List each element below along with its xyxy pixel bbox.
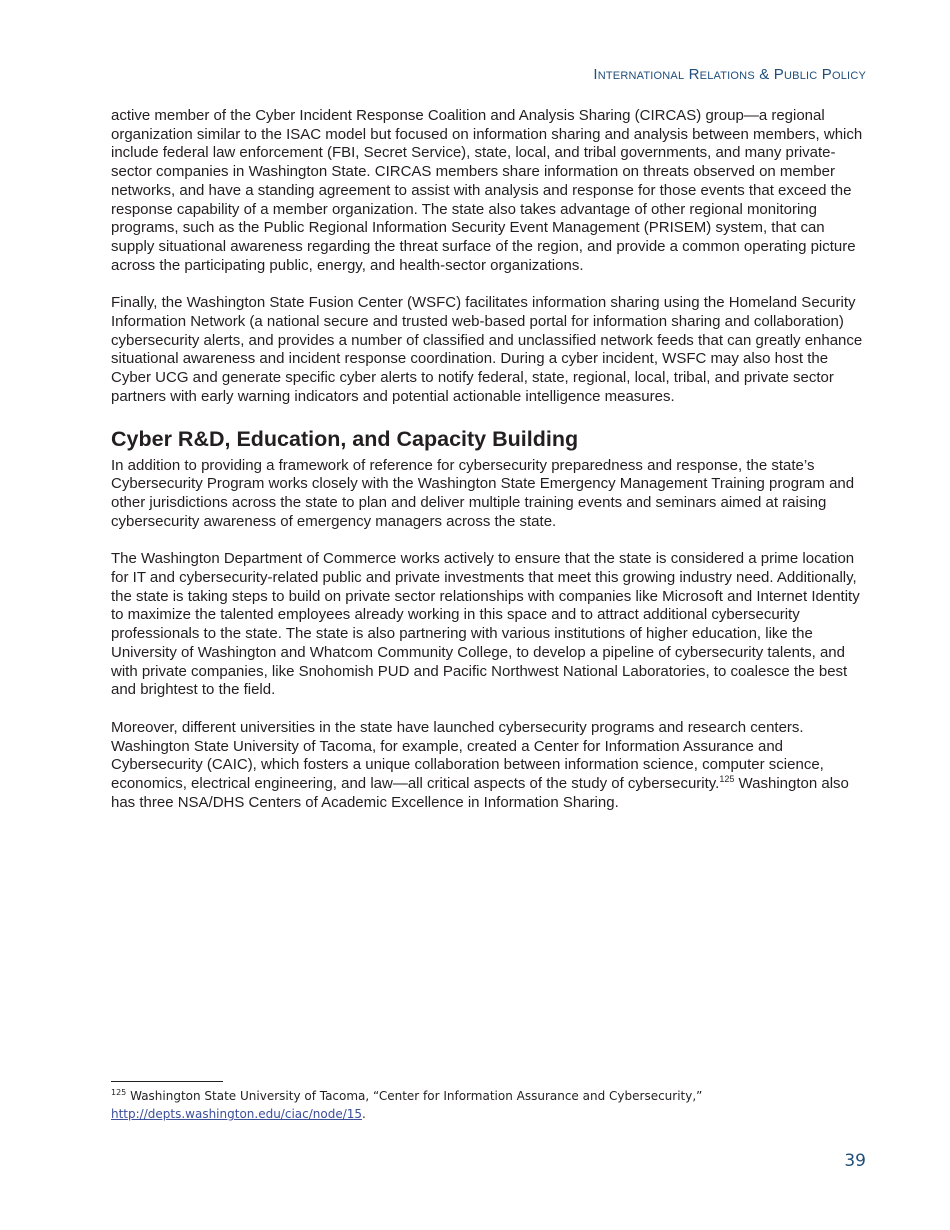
section-heading: Cyber R&D, Education, and Capacity Building xyxy=(111,426,579,451)
footnote xyxy=(111,1087,871,1123)
footnote-divider xyxy=(111,1081,223,1082)
universities-text: Moreover, different universities in the state have launched cybersecurity programs and research centers. Washington State University of Tacoma, for example, created a Center for Information Assurance and Cybersecurity (CAIC), which fosters a unique collaboration between information science, computer science, economics, electrical engineering, and law—all critical aspects of the study of cybersecurity. xyxy=(111,718,824,793)
footnote-reference[interactable]: 125 xyxy=(719,774,735,785)
footnote-number: 125 xyxy=(111,1088,127,1097)
running-header: International Relations & Public Policy xyxy=(593,66,866,83)
footnote-text: Washington State University of Tacoma, “Center for Information Assurance and Cybersecurity,” xyxy=(126,1089,703,1103)
page-number: 39 xyxy=(844,1151,866,1171)
paragraph-wsfc: Finally, the Washington State Fusion Center (WSFC) facilitates information sharing using the Homeland Security Information Network (a national secure and trusted web-based portal for information sharing and collaboration) cybersecurity alerts, and provides a number of classified and unclassified network feeds that can greatly enhance situational awareness and incident response coordination. During a cyber incident, WSFC may also host the Cyber UCG and generate specific cyber alerts to notify federal, state, regional, local, tribal, and private sector partners with early warning indicators and potential actionable intelligence measures. xyxy=(111,294,863,405)
paragraph-circas: active member of the Cyber Incident Response Coalition and Analysis Sharing (CIRCAS) group—a regional organization similar to the ISAC model but focused on information sharing and analysis between members, which include federal law enforcement (FBI, Secret Service), state, local, and tribal governments, and many private-sector companies in Washington State. CIRCAS members share information on threats observed on member networks, and have a standing agreement to assist with analysis and response for those events that exceed the response capability of a member organization. The state also takes advantage of other regional monitoring programs, such as the Public Regional Information Security Event Management (PRISEM) system, that can supply situational awareness regarding the threat surface of the region, and provide a common operating picture across the participating public, energy, and health-sector organizations. xyxy=(111,107,863,274)
main-content xyxy=(111,107,871,832)
paragraph-training: In addition to providing a framework of reference for cybersecurity preparedness and response, the state’s Cybersecurity Program works closely with the Washington State Emergency Management Training program and other jurisdictions across the state to plan and deliver multiple training events and seminars aimed at raising cybersecurity awareness of emergency managers across the state. xyxy=(111,456,855,530)
universities-text-continued: Washington also has three NSA/DHS Centers of Academic Excellence in Information Sharing. xyxy=(111,775,849,811)
footnote-link[interactable]: http://depts.washington.edu/ciac/node/15 xyxy=(111,1107,363,1121)
paragraph-commerce: The Washington Department of Commerce works actively to ensure that the state is considered a prime location for IT and cybersecurity-related public and private investments that meet this growing industry need. Additionally, the state is taking steps to build on private sector relationships with companies like Microsoft and Internet Identity to maximize the talented employees already working in this space and to attract additional cybersecurity professionals to the state. The state is also partnering with various institutions of higher education, like the University of Washington and Whatcom Community College, to develop a pipeline of cybersecurity talents, and with private companies, like Snohomish PUD and Pacific Northwest National Laboratories, to coalesce the best and brightest to the field. xyxy=(111,550,860,699)
paragraph-universities xyxy=(111,719,871,813)
footnote-trailing: . xyxy=(362,1107,366,1121)
